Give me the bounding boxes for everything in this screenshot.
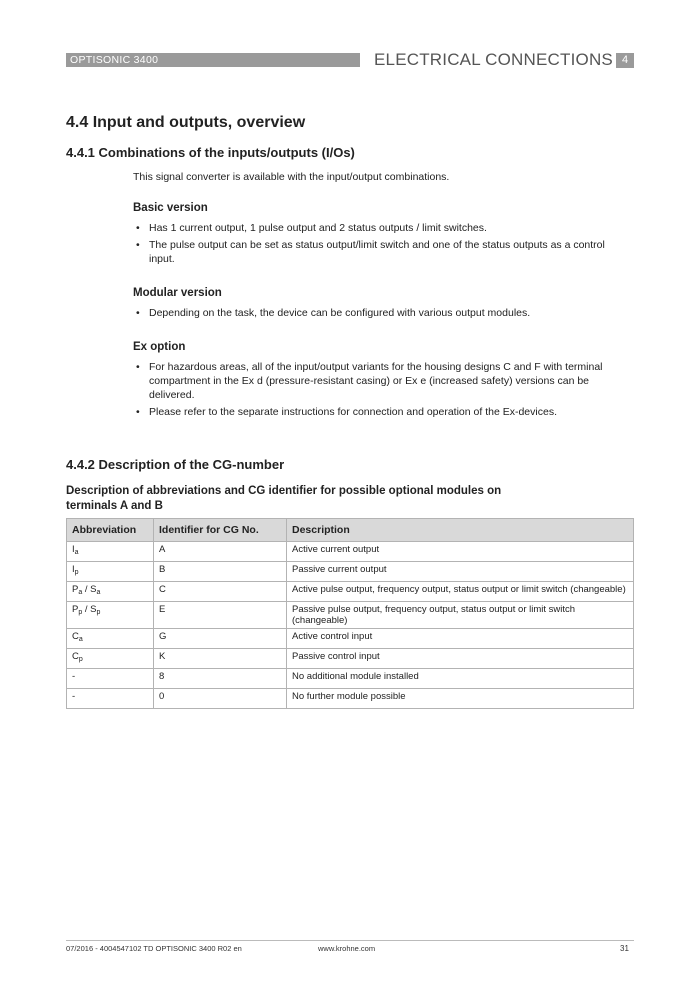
description-cell: No further module possible [287, 689, 634, 709]
ex-option-list [133, 360, 633, 422]
modular-version-list [133, 306, 633, 323]
identifier-cell: 0 [154, 689, 287, 709]
abbreviation-cell: $I_a$ [67, 542, 154, 562]
footer-page-number: 31 [620, 944, 629, 953]
description-cell: Active pulse output, frequency output, status output or limit switch (changeable) [287, 582, 634, 602]
description-cell: No additional module installed [287, 669, 634, 689]
table-row [67, 562, 634, 582]
list-item: • The pulse output can be set as status output/limit switch and one of the status outputs as a control input. [133, 238, 633, 266]
header-chapter-number: 4 [616, 53, 634, 68]
table-row [67, 602, 634, 629]
abbreviation-cell: $P_a / S_a$ [67, 582, 154, 602]
basic-version-heading: Basic version [133, 202, 208, 214]
header-section-title: ELECTRICAL CONNECTIONS [374, 50, 613, 69]
header-product: OPTISONIC 3400 [66, 53, 360, 67]
identifier-cell: 8 [154, 669, 287, 689]
identifier-cell: B [154, 562, 287, 582]
table-row [67, 629, 634, 649]
table-caption: Description of abbreviations and CG identifier for possible optional modules on terminals A and B [66, 485, 502, 512]
abbreviation-cell: - [67, 669, 154, 689]
identifier-cell: G [154, 629, 287, 649]
description-cell: Passive pulse output, frequency output, status output or limit switch (changeable) [287, 602, 634, 629]
list-item: • Please refer to the separate instructions for connection and operation of the Ex-devices. [133, 405, 633, 419]
column-header-description: Description [287, 519, 634, 542]
table-header-row [67, 519, 634, 542]
description-cell: Passive control input [287, 649, 634, 669]
list-item: • Depending on the task, the device can be configured with various output modules. [133, 306, 633, 320]
table-row [67, 649, 634, 669]
table-row [67, 689, 634, 709]
description-cell: Active current output [287, 542, 634, 562]
table-row [67, 542, 634, 562]
footer-website: www.krohne.com [318, 944, 376, 953]
identifier-cell: K [154, 649, 287, 669]
cg-number-table [66, 518, 634, 709]
identifier-cell: E [154, 602, 287, 629]
modular-version-heading: Modular version [133, 287, 222, 299]
abbreviation-cell: - [67, 689, 154, 709]
abbreviation-cell: $C_p$ [67, 649, 154, 669]
list-item: • Has 1 current output, 1 pulse output and 2 status outputs / limit switches. [133, 221, 633, 235]
subsection-heading-442: 4.4.2 Description of the CG-number [66, 457, 285, 472]
column-header-identifier: Identifier for CG No. [154, 519, 287, 542]
subsection-heading-441: 4.4.1 Combinations of the inputs/outputs (I/Os) [66, 145, 355, 160]
description-cell: Passive current output [287, 562, 634, 582]
footer-divider [66, 940, 634, 941]
abbreviation-cell: $I_p$ [67, 562, 154, 582]
column-header-abbreviation: Abbreviation [67, 519, 154, 542]
table-row [67, 669, 634, 689]
intro-paragraph: This signal converter is available with the input/output combinations. [133, 171, 450, 183]
section-heading: 4.4 Input and outputs, overview [66, 114, 306, 131]
identifier-cell: C [154, 582, 287, 602]
list-item: • For hazardous areas, all of the input/output variants for the housing designs C and F with terminal compartment in the Ex d (pressure-resistant casing) or Ex e (increased safety) versions can be delivered. [133, 360, 633, 402]
footer-document-id: 07/2016 - 4004547102 TD OPTISONIC 3400 R02 en [66, 944, 242, 953]
description-cell: Active control input [287, 629, 634, 649]
ex-option-heading: Ex option [133, 341, 186, 353]
abbreviation-cell: $C_a$ [67, 629, 154, 649]
abbreviation-cell: $P_p / S_p$ [67, 602, 154, 629]
table-row [67, 582, 634, 602]
identifier-cell: A [154, 542, 287, 562]
basic-version-list [133, 221, 633, 269]
